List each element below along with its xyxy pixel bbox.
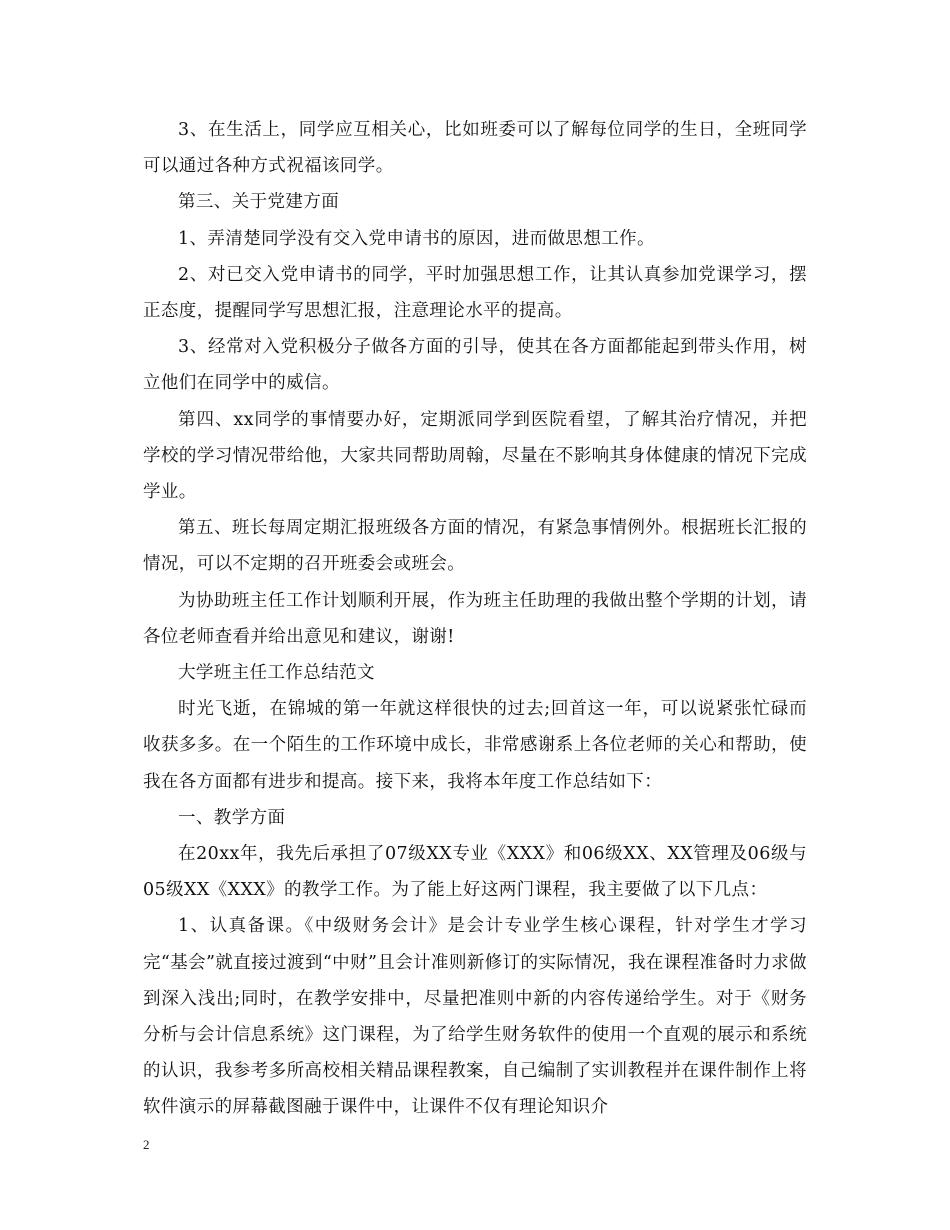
heading-teaching: 一、教学方面	[178, 807, 286, 828]
paragraph-party-item-2: 2、对已交入党申请书的同学，平时加强思想工作，让其认真参加党课学习，摆正态度，提醒同学写思想汇报，注意理论水平的提高。	[143, 264, 807, 322]
page-number: 2	[143, 1137, 150, 1152]
paragraph-party-item-1: 1、弄清楚同学没有交入党申请书的原因，进而做思想工作。	[178, 228, 655, 249]
paragraph-teaching-courses: 在20xx年，我先后承担了07级XX专业《XXX》和06级XX、XX管理及06级与05级XX《XXX》的教学工作。为了能上好这两门课程，我主要做了以下几点：	[143, 844, 807, 901]
paragraph-section-five: 第五、班长每周定期汇报班级各方面的情况，有紧急事情例外。根据班长汇报的情况，可以不定期的召开班委会或班会。	[143, 518, 807, 575]
paragraph-summary-intro: 时光飞逝，在锦城的第一年就这样很快的过去;回首这一年，可以说紧张忙碌而收获多多。在一个陌生的工作环境中成长，非常感谢系上各位老师的关心和帮助，使我在各方面都有进步和提高。接下来，我将本年度工作总结如下：	[143, 699, 807, 792]
paragraph-section-four: 第四、xx同学的事情要办好，定期派同学到医院看望，了解其治疗情况，并把学校的学习情况带给他，大家共同帮助周翰，尽量在不影响其身体健康的情况下完成学业。	[143, 409, 807, 503]
paragraph-life-care: 3、在生活上，同学应互相关心，比如班委可以了解每位同学的生日，全班同学可以通过各种方式祝福该同学。	[143, 120, 807, 177]
paragraph-lesson-preparation: 1、认真备课。《中级财务会计》是会计专业学生核心课程，针对学生才学习完“基会”就直接过渡到“中财”且会计准则新修订的实际情况，我在课程准备时力求做到深入浅出;同时，在教学安排中，尽量把准则中新的内容传递给学生。对于《财务分析与会计信息系统》这门课程，为了给学生财务软件的使用一个直观的展示和系统的认识，我参考多所高校相关精品课程教案，自己编制了实训教程并在课件制作上将软件演示的屏幕截图融于课件中，让课件不仅有理论知识介	[143, 916, 807, 1118]
paragraph-plan-closing: 为协助班主任工作计划顺利开展，作为班主任助理的我做出整个学期的计划，请各位老师查看并给出意见和建议，谢谢!	[143, 590, 807, 647]
paragraph-party-item-3: 3、经常对入党积极分子做各方面的引导，使其在各方面都能起到带头作用，树立他们在同学中的威信。	[143, 337, 807, 394]
heading-summary-title: 大学班主任工作总结范文	[178, 663, 375, 684]
heading-party-building: 第三、关于党建方面	[178, 192, 340, 213]
document-body	[143, 112, 807, 1126]
